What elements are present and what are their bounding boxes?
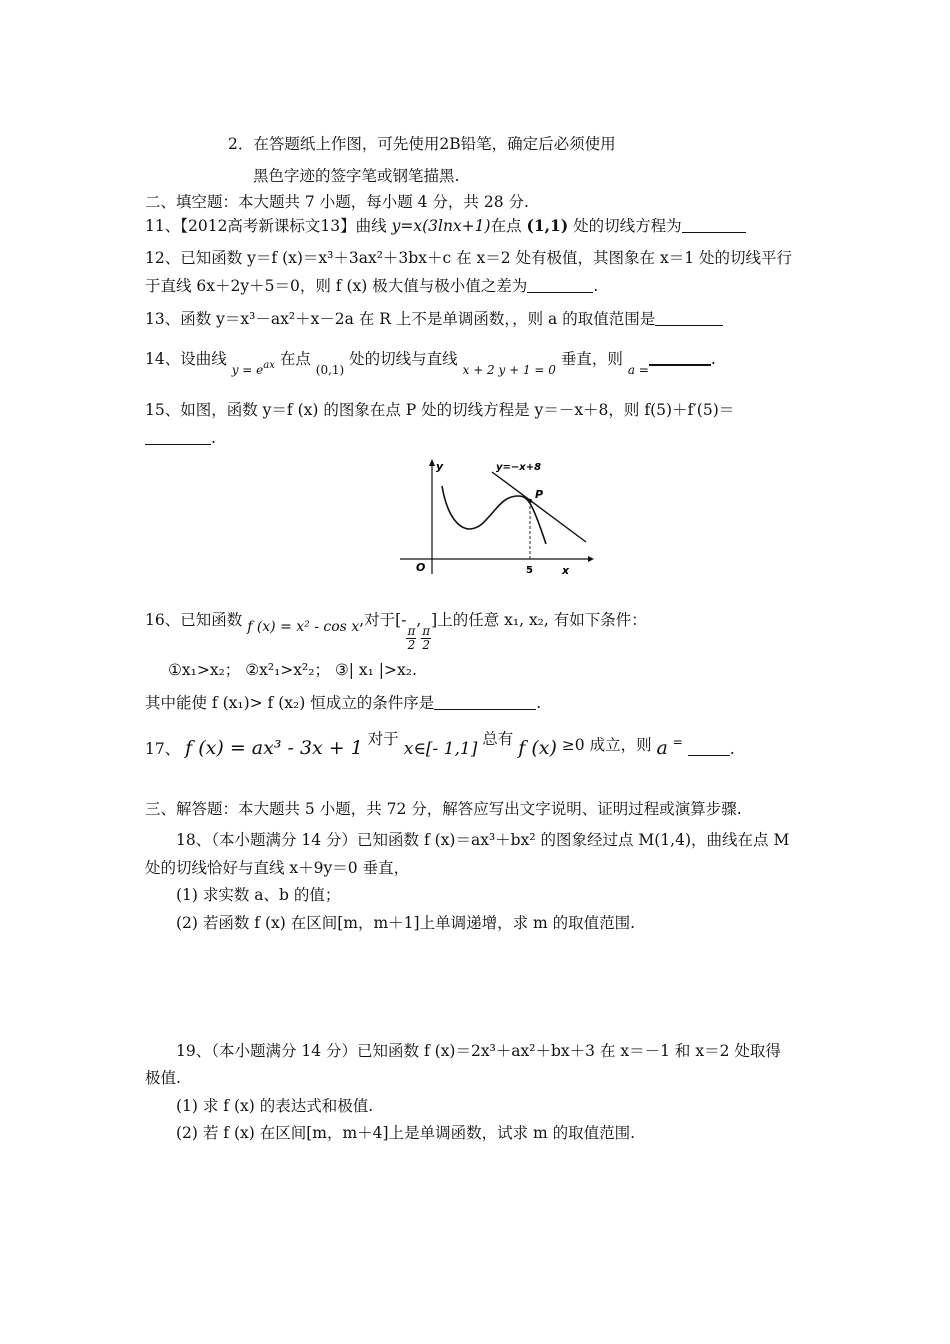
- q15-answer-blank[interactable]: [145, 430, 211, 445]
- q15-graph: [396, 456, 596, 581]
- q17-text-a: 对于: [367, 730, 399, 748]
- q12-line-2: 于直线 6x＋2y＋5＝0，则 f (x) 极大值与极小值之差为: [145, 277, 528, 295]
- point-p: [528, 499, 532, 503]
- q16-text-a: 已知函数: [180, 611, 243, 629]
- q19-part-1: (1) 求 f (x) 的表达式和极值.: [176, 1097, 374, 1115]
- q19-line-2: 极值.: [145, 1069, 181, 1087]
- q16-answer-blank[interactable]: [434, 695, 536, 710]
- q14-point: (0,1): [315, 363, 345, 377]
- q14-text-b: 在点: [279, 350, 311, 368]
- q14-text-d: 垂直，则: [560, 350, 623, 368]
- q17-number: 17、: [145, 740, 181, 758]
- q11-source: 【2012高考新课标文13】: [180, 217, 356, 235]
- question-17: 17、 f (x) = ax³ - 3x + 1 对于 x∈[- 1,1] 总有 f (x) ≥0 成立，则 a = .: [145, 730, 735, 759]
- q16-number: 16、: [145, 611, 181, 629]
- section-3-heading: 三、解答题：本大题共 5 小题，共 72 分，解答应写出文字说明、证明过程或演算步骤.: [145, 800, 742, 818]
- q14-number: 14、: [145, 350, 181, 368]
- question-14: 14、设曲线 $_{y = e^{ax}}$ 在点 $_{(0,1)}$ 处的切线与直线 $_{x + 2 y + 1 = 0}$ 垂直，则 $_{a =}$.: [145, 350, 716, 377]
- q11-text-b: 在点: [490, 217, 527, 235]
- q11-number: 11、: [145, 217, 181, 235]
- tangent-label: y=−x+8: [496, 462, 542, 473]
- q16-function: f (x) = x² - cos x: [247, 619, 360, 635]
- note-line-1: 2．在答题纸上作图，可先使用2B铅笔，确定后必须使用: [228, 135, 616, 153]
- question-15-line-1: [145, 400, 734, 420]
- q18-line-1: 18、（本小题满分 14 分）已知函数 f (x)＝ax³＋bx² 的图象经过点 M(1,4)，曲线在点 M: [176, 831, 790, 849]
- q11-text-c: 处的切线方程为: [568, 217, 682, 235]
- question-12-line-1: [145, 248, 792, 268]
- q17-text-b: 总有: [482, 730, 514, 748]
- question-15-line-2: .: [145, 428, 216, 448]
- note-line-2: 黑色字迹的签字笔或钢笔描黑.: [253, 167, 460, 185]
- q13-text: 函数 y＝x³－ax²＋x－2a 在 R 上不是单调函数，，则 a 的取值范围是: [180, 310, 656, 328]
- q12-line-1: 已知函数 y＝f (x)＝x³＋3ax²＋3bx＋c 在 x＝2 处有极值，其图象在 x＝1 处的切线平行: [180, 249, 792, 267]
- question-16: [145, 610, 647, 652]
- q15-number: 15、: [145, 401, 181, 419]
- q17-domain: x∈[- 1,1]: [403, 739, 478, 759]
- q16-conditions: ①x₁>x₂； ②x²₁>x²₂； ③| x₁ |>x₂.: [168, 661, 417, 679]
- q16-question: 其中能使 f (x₁)> f (x₂) 恒成立的条件序是 .: [145, 694, 542, 712]
- question-12-line-2: 于直线 6x＋2y＋5＝0，则 f (x) 极大值与极小值之差为 .: [145, 277, 599, 295]
- y-axis-arrow: [429, 459, 435, 466]
- q17-text-c: ≥0 成立，则: [561, 736, 652, 754]
- tangent-line: [492, 472, 586, 542]
- q16-text-c: ]上的任意 x₁, x₂, 有如下条件：: [431, 611, 647, 629]
- question-11: [145, 216, 746, 236]
- q17-var: a: [656, 737, 668, 759]
- q18-line-2: 处的切线恰好与直线 x＋9y＝0 垂直，: [145, 859, 410, 877]
- q16-question-text: 其中能使 f (x₁)> f (x₂) 恒成立的条件序是: [145, 694, 435, 712]
- q14-text-a: 设曲线: [180, 350, 227, 368]
- q18-part-2: (2) 若函数 f (x) 在区间[m，m＋1]上单调递增，求 m 的取值范围.: [176, 914, 636, 932]
- q11-point: (1,1): [526, 216, 569, 235]
- point-p-label: P: [535, 488, 544, 501]
- q15-line-1: 如图，函数 y＝f (x) 的图象在点 P 处的切线方程是 y＝－x＋8，则 f(5)＋f′(5)＝: [180, 401, 735, 419]
- x-axis-label: x: [562, 564, 570, 577]
- q16-fraction-2: $\frac{\pi}{2}$: [422, 624, 431, 652]
- origin-label: O: [416, 561, 426, 574]
- q13-number: 13、: [145, 310, 181, 328]
- q16-fraction-1: $\frac{\pi}{2}$: [407, 624, 416, 652]
- q17-equals: =: [672, 735, 683, 749]
- q16-text-b: ,对于[-: [359, 611, 407, 629]
- q14-var: a =: [627, 363, 649, 377]
- q16-separator: ,: [416, 611, 422, 629]
- q14-curve: y = eax: [231, 360, 275, 377]
- q17-function: f (x) = ax³ - 3x + 1: [185, 737, 363, 759]
- q11-text-a: 曲线: [355, 217, 392, 235]
- q14-answer-blank[interactable]: [649, 350, 711, 366]
- q12-number: 12、: [145, 249, 181, 267]
- q17-function-2: f (x): [518, 737, 557, 759]
- x-axis-arrow: [588, 556, 594, 562]
- q12-answer-blank[interactable]: [527, 278, 593, 293]
- question-13: [145, 309, 723, 329]
- q13-answer-blank[interactable]: [655, 311, 723, 326]
- section-2-heading: 二、填空题：本大题共 7 小题，每小题 4 分，共 28 分.: [145, 193, 529, 211]
- y-axis-label: y: [436, 460, 444, 473]
- q17-answer-blank[interactable]: [688, 741, 730, 756]
- q14-text-c: 处的切线与直线: [349, 350, 458, 368]
- q11-answer-blank[interactable]: [682, 218, 746, 233]
- q14-line: x + 2 y + 1 = 0: [462, 363, 556, 377]
- q19-part-2: (2) 若 f (x) 在区间[m，m＋4]上是单调函数，试求 m 的取值范围.: [176, 1124, 636, 1142]
- q19-line-1: 19、（本小题满分 14 分）已知函数 f (x)＝2x³＋ax²＋bx＋3 在 x＝－1 和 x＝2 处取得: [176, 1042, 781, 1060]
- q11-function: y=x(3lnx+1): [391, 217, 491, 235]
- q18-part-1: (1) 求实数 a、b 的值；: [176, 886, 341, 904]
- tick-5-label: 5: [526, 565, 533, 576]
- function-curve: [442, 486, 546, 544]
